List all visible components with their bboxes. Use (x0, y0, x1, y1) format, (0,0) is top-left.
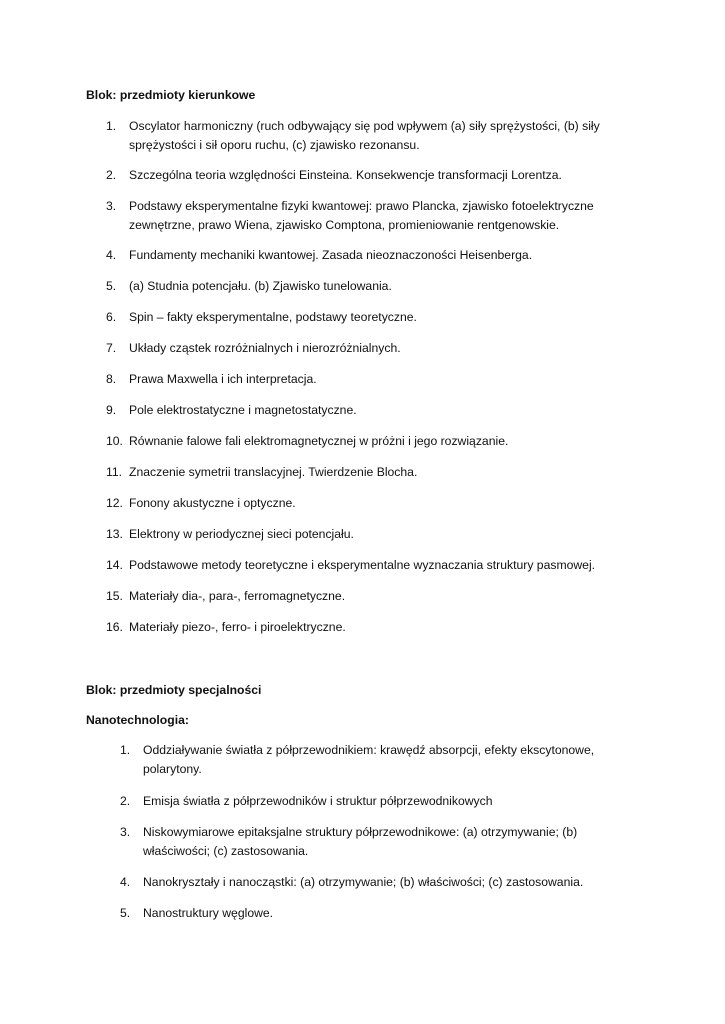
list-item (120, 873, 618, 892)
list-item-number: 2. (120, 794, 131, 808)
list-item-text: Emisja światła z półprzewodników i struktur półprzewodnikowych (143, 794, 493, 808)
list-item (120, 904, 618, 923)
list-item-number: 9. (106, 403, 117, 417)
list-item-number: 3. (106, 199, 117, 213)
list-item (106, 246, 616, 265)
list-item-text: Podstawy eksperymentalne fizyki kwantowej: prawo Plancka, zjawisko fotoelektryczne zewnętrzne, prawo Wiena, zjawisko Comptona, promieniowanie rentgenowskie. (129, 199, 594, 232)
list-item-number: 4. (106, 248, 117, 262)
list-item-text: Równanie falowe fali elektromagnetycznej w próżni i jego rozwiązanie. (129, 434, 509, 448)
list-item-number: 4. (120, 875, 131, 889)
list-item-number: 5. (106, 279, 117, 293)
list-item-text: Nanokryształy i nanocząstki: (a) otrzymywanie; (b) właściwości; (c) zastosowania. (143, 875, 584, 889)
list-item (106, 277, 616, 296)
list-item-number: 6. (106, 310, 117, 324)
list-item (106, 117, 616, 155)
list-item (106, 525, 616, 544)
list-item (120, 741, 618, 779)
list-item-text: Oscylator harmoniczny (ruch odbywający się pod wpływem (a) siły sprężystości, (b) siły sprężystości i sił oporu ruchu, (c) zjawisko rezonansu. (129, 119, 600, 152)
list-item-number: 1. (106, 119, 117, 133)
list-item-text: (a) Studnia potencjału. (b) Zjawisko tunelowania. (129, 279, 392, 293)
list-item-number: 2. (106, 168, 117, 182)
list-item (106, 370, 616, 389)
list-item-number: 13. (106, 527, 123, 541)
list-item-number: 15. (106, 589, 123, 603)
list-item-text: Oddziaływanie światła z półprzewodnikiem: krawędź absorpcji, efekty ekscytonowe, polarytony. (143, 743, 595, 776)
block2-subtitle: Nanotechnologia: (86, 713, 189, 727)
list-item-number: 3. (120, 825, 131, 839)
list-item (106, 556, 626, 575)
list-item-text: Materiały piezo-, ferro- i piroelektryczne. (129, 620, 346, 634)
block2-title: Blok: przedmioty specjalności (86, 683, 262, 697)
list-item (106, 463, 616, 482)
list-item-text: Podstawowe metody teoretyczne i eksperymentalne wyznaczania struktury pasmowej. (129, 558, 596, 572)
list-item-text: Niskowymiarowe epitaksjalne struktury półprzewodnikowe: (a) otrzymywanie; (b) właściwości; (c) zastosowania. (143, 825, 578, 858)
list-item-text: Układy cząstek rozróżnialnych i nierozróżnialnych. (129, 341, 401, 355)
list-item (106, 618, 616, 637)
list-item-text: Fundamenty mechaniki kwantowej. Zasada nieoznaczoności Heisenberga. (129, 248, 533, 262)
list-item (120, 792, 618, 811)
list-item (106, 587, 616, 606)
list-item-text: Znaczenie symetrii translacyjnej. Twierdzenie Blocha. (129, 465, 418, 479)
list-item-text: Nanostruktury węglowe. (143, 906, 274, 920)
list-item (106, 197, 616, 235)
list-item-number: 8. (106, 372, 117, 386)
list-item (106, 432, 616, 451)
list-item-number: 12. (106, 496, 123, 510)
list-item-text: Materiały dia-, para-, ferromagnetyczne. (129, 589, 346, 603)
list-item-number: 16. (106, 620, 123, 634)
list-item-number: 7. (106, 341, 117, 355)
list-item-text: Szczególna teoria względności Einsteina. Konsekwencje transformacji Lorentza. (129, 168, 562, 182)
list-item-text: Elektrony w periodycznej sieci potencjału. (129, 527, 354, 541)
list-item (106, 166, 616, 185)
list-item-text: Pole elektrostatyczne i magnetostatyczne. (129, 403, 357, 417)
list-item (106, 339, 616, 358)
list-item-text: Fonony akustyczne i optyczne. (129, 496, 296, 510)
list-item (106, 401, 616, 420)
list-item-number: 5. (120, 906, 131, 920)
list-item (106, 308, 616, 327)
list-item-number: 1. (120, 743, 131, 757)
list-item (120, 823, 618, 861)
list-item-number: 11. (106, 465, 123, 479)
list-item-text: Prawa Maxwella i ich interpretacja. (129, 372, 317, 386)
list-item-text: Spin – fakty eksperymentalne, podstawy teoretyczne. (129, 310, 417, 324)
list-item-number: 14. (106, 558, 123, 572)
block1-title: Blok: przedmioty kierunkowe (86, 88, 256, 102)
list-item (106, 494, 616, 513)
list-item-number: 10. (106, 434, 123, 448)
